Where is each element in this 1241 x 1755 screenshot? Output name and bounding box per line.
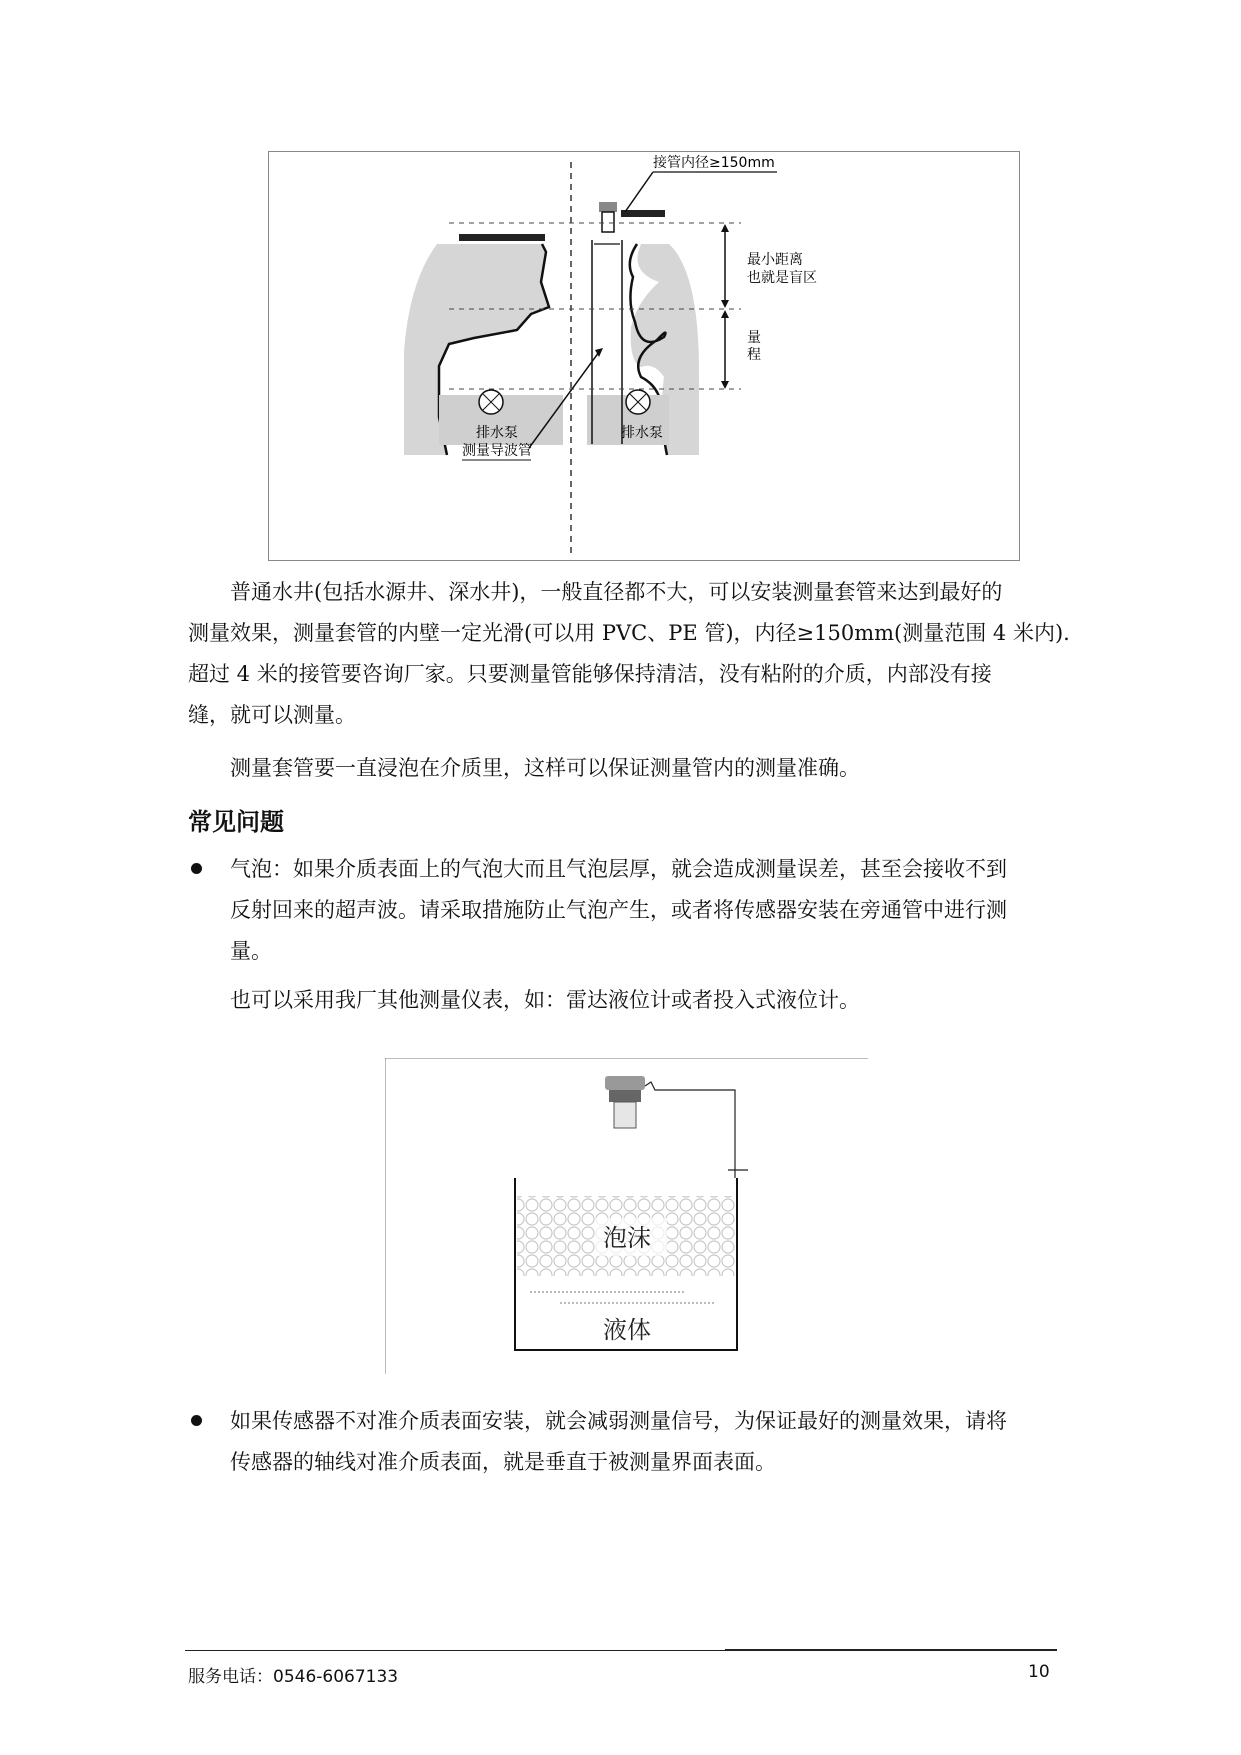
sensor-head <box>599 202 617 212</box>
sensor-probe <box>614 1102 636 1128</box>
blind-zone-label-1: 最小距离 <box>747 252 803 268</box>
paragraph-well-installation-cont <box>188 613 1070 736</box>
bullet-line: 量。 <box>230 939 272 963</box>
blind-zone-arrow-down <box>721 300 729 308</box>
foam-figure <box>385 1058 868 1374</box>
bullet-line: 反射回来的超声波。请采取措施防止气泡产生，或者将传感器安装在旁通管中进行测 <box>230 898 1007 922</box>
sensor-cable <box>645 1082 735 1178</box>
sensor-flange <box>609 1090 641 1102</box>
footer-rule-accent <box>725 1649 1057 1651</box>
foam-diagram <box>385 1058 868 1374</box>
paragraph-line: 测量效果，测量套管的内壁一定光滑(可以用 PVC、PE 管)，内径≥150mm(测量范围 4 米内). <box>188 621 1070 645</box>
paragraph-line: 普通水井(包括水源井、深水井)，一般直径都不大，可以安装测量套管来达到最好的 <box>230 580 1003 604</box>
blind-zone-label-2: 也就是盲区 <box>747 270 817 286</box>
right-ground-slab <box>621 210 665 217</box>
well-installation-diagram <box>269 152 1019 560</box>
paragraph-immersion <box>230 748 1054 789</box>
paragraph-line: 超过 4 米的接管要咨询厂家。只要测量管能够保持清洁，没有粘附的介质，内部没有接 <box>188 662 992 686</box>
range-arrow-down <box>721 381 729 389</box>
pipe-diameter-leader <box>625 172 653 212</box>
bullet-item-bubbles <box>230 849 1054 972</box>
footer-page-number: 10 <box>1028 1662 1050 1682</box>
bullet-dot-icon <box>191 863 202 874</box>
blind-zone-arrow-up <box>721 224 729 232</box>
left-ground-slab <box>459 234 545 241</box>
bullet-dot-icon <box>191 1415 202 1426</box>
pipe-diameter-label: 接管内径≥150mm <box>653 155 775 171</box>
range-label-2: 程 <box>747 347 761 363</box>
right-pump-label: 排水泵 <box>621 425 663 441</box>
left-pump-label: 排水泵 <box>476 425 518 441</box>
foam-label: 泡沫 <box>603 1224 651 1252</box>
bullet-item-sensor-alignment <box>230 1401 1054 1483</box>
paragraph-well-installation <box>188 572 1054 613</box>
note-line: 也可以采用我厂其他测量仪表，如：雷达液位计或者投入式液位计。 <box>230 988 860 1012</box>
guide-pipe-label: 测量导波管 <box>462 443 532 459</box>
range-arrow-up <box>721 310 729 318</box>
paragraph-line: 测量套管要一直浸泡在介质里，这样可以保证测量管内的测量准确。 <box>230 756 860 780</box>
bullet-line: 如果传感器不对准介质表面安装，就会减弱测量信号，为保证最好的测量效果，请将 <box>230 1409 1007 1433</box>
well-installation-figure <box>268 151 1020 561</box>
range-label-1: 量 <box>747 330 761 346</box>
alternative-instruments-note <box>230 980 1054 1021</box>
liquid-label: 液体 <box>603 1316 651 1344</box>
section-title: 常见问题 <box>188 808 284 836</box>
bullet-line: 气泡：如果介质表面上的气泡大而且气泡层厚，就会造成测量误差，甚至会接收不到 <box>230 857 1007 881</box>
sensor-body <box>602 212 614 232</box>
footer-service-phone: 服务电话：0546-6067133 <box>188 1667 399 1687</box>
paragraph-line: 缝，就可以测量。 <box>188 703 356 727</box>
sensor-head <box>605 1076 645 1090</box>
bullet-line: 传感器的轴线对准介质表面，就是垂直于被测量界面表面。 <box>230 1450 776 1474</box>
